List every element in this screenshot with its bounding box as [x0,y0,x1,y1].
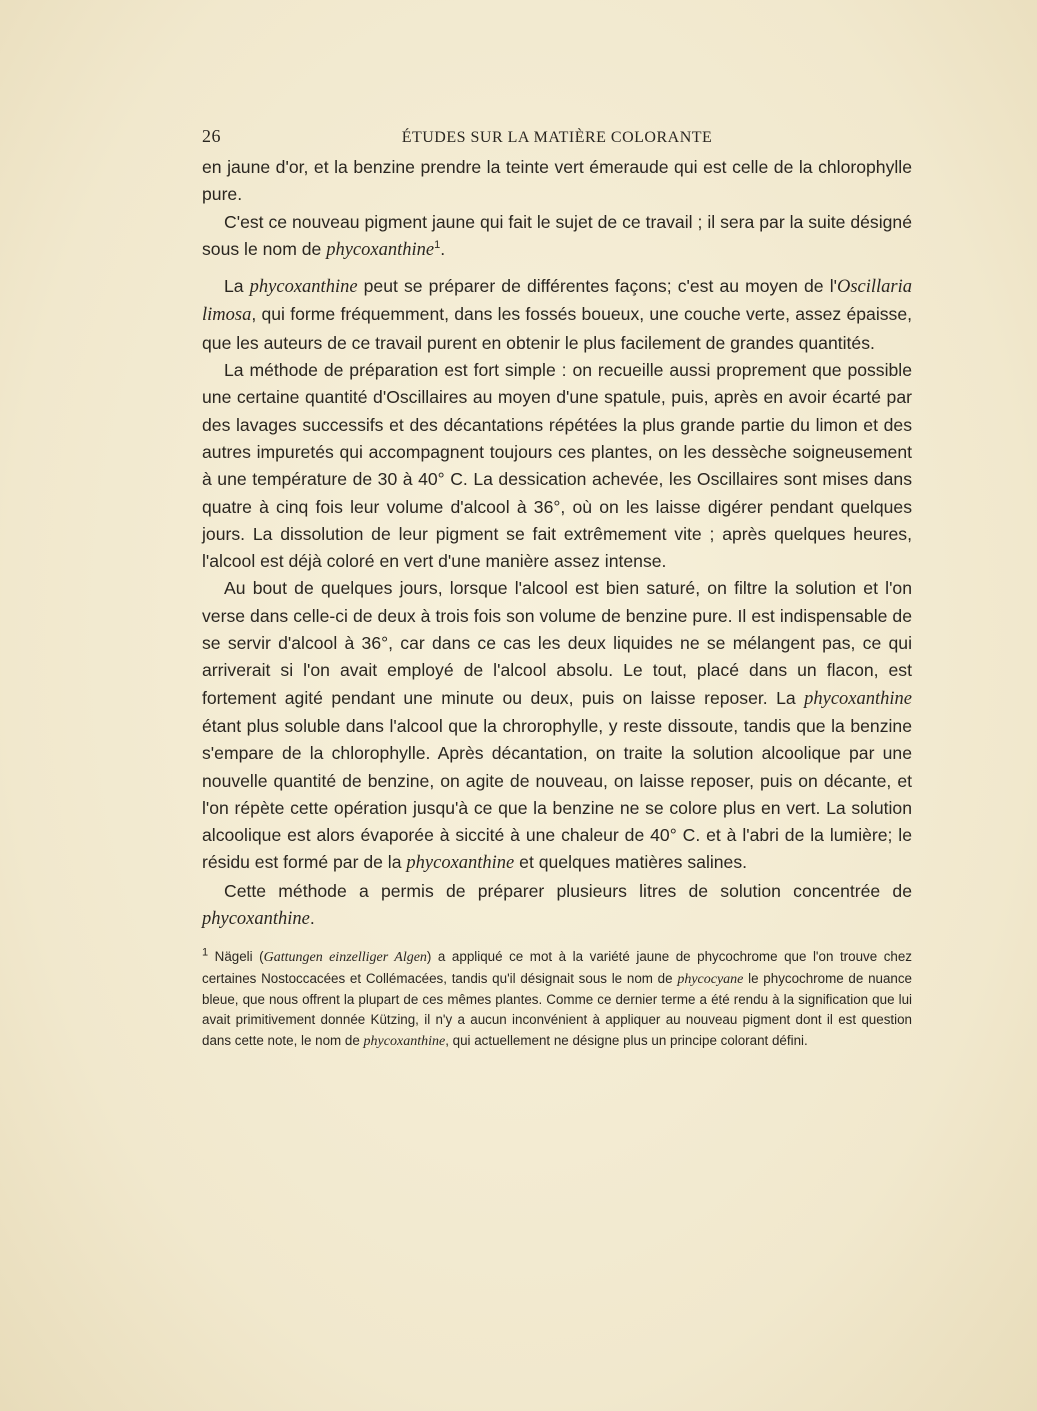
term-phycoxanthine: phycoxanthine [363,1033,446,1049]
term-phycoxanthine: phycoxanthine [202,909,310,930]
paragraph-1: en jaune d'or, et la benzine prendre la teinte vert émeraude qui est celle de la chlorophylle pure. [202,157,912,205]
paragraph-4: La méthode de préparation est fort simple : on recueille aussi proprement que possible une certaine quantité d'Oscillaires au moyen d'une spatule, puis, après en avoir écarté par des lavages successifs et des décantations répétées la plus grande partie du limon et des autres impuretés qui accompagnent toujours ces plantes, on les dessèche soigneusement à une température de 30 à 40° C. La dessication achevée, les Oscillaires sont mises dans quatre à cinq fois leur volume d'alcool à 36°, où on les laisse digérer pendant quelques jours. La dissolution de leur pigment se fait extrêmement vite ; après quelques heures, l'alcool est déjà coloré en vert d'une manière assez intense. [202,360,912,572]
term-phycoxanthine: phycoxanthine [406,853,515,874]
term-phycoxanthine: phycoxanthine [326,239,435,260]
paragraph-5: Au bout de quelques jours, lorsque l'alcool est bien saturé, on filtre la solution et l'on verse dans celle-ci de deux à trois fois son volume de benzine pure. Il est indispensable de se servir d'alcool à 36°, car dans ce cas les deux liquides ne se mélangent pas, ce qui arriverait si l'on avait employé de l'alcool absolu. Le tout, placé dans un flacon, est fortement agité pendant une minute ou deux, puis on laisse reposer. La phycoxanthine étant plus soluble dans l'alcool que la chrorophylle, y reste dissoute, tandis que la benzine s'empare de la chlorophylle. Après décantation, on traite la solution alcoolique par une nouvelle quantité de benzine, on agite de nouveau, on laisse reposer, puis on décante, et l'on répète cette opération jusqu'à ce que la benzine ne se colore plus en vert. La solution alcoolique est alors évaporée à siccité à une chaleur de 40° C. et à l'abri de la lumière; le résidu est formé par de la phycoxanthine et quelques matières salines. [202,578,912,874]
footnote-ref: 1 [434,239,441,252]
body-text [202,154,912,933]
paragraph-2: C'est ce nouveau pigment jaune qui fait le sujet de ce travail ; il sera par la suite désigné sous le nom de phycoxanthine$^1$. [202,211,912,260]
term-phycocyane: phycocyane [677,971,744,987]
term-phycoxanthine: phycoxanthine [804,688,912,709]
page [202,126,912,1065]
cited-work: Gattungen einzelliger Algen [263,950,427,966]
running-title: ÉTUDES SUR LA MATIÈRE COLORANTE [401,129,713,146]
page-header [202,126,912,152]
footnote-marker: 1 [202,946,209,959]
footnote: $^1$ Nägeli (Gattungen einzelliger Algen) a appliqué ce mot à la variété jaune de phycochrome que l'on trouve chez certaines Nostoccacées et Collémacées, tandis qu'il désignait sous le nom de phycocyane le phycochrome de nuance bleue, que nous offrent la plupart de ces mêmes plantes. Comme ce dernier terme a été rendu à la signification que lui avait primitivement donnée Kützing, il n'y a aucun inconvénient à appliquer au nouveau pigment dont il est question dans cette note, le nom de phycoxanthine, qui actuellement ne désigne plus un principe colorant défini. [202,946,912,1049]
paragraph-6: Cette méthode a permis de préparer plusieurs litres de solution concentrée de phycoxanthine. [202,880,912,930]
page-number: 26 [202,126,221,146]
term-phycoxanthine: phycoxanthine [249,277,358,298]
species-name: Oscillaria limosa [202,277,912,326]
paragraph-3: La phycoxanthine peut se préparer de différentes façons; c'est au moyen de l'Oscillaria limosa, qui forme fréquemment, dans les fossés boueux, une couche verte, assez épaisse, que les auteurs de ce travail purent en obtenir le plus facilement de grandes quantités. [202,276,912,353]
